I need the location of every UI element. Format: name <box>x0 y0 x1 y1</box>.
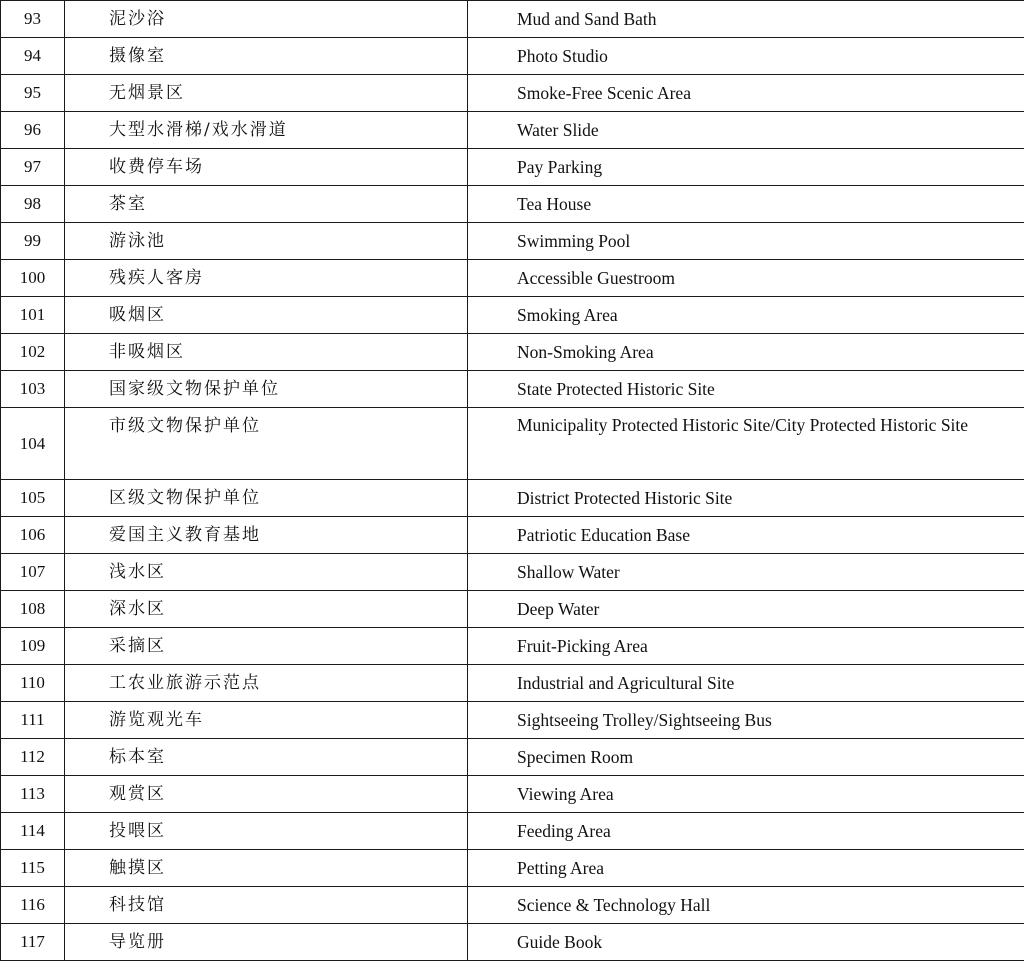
chinese-term: 收费停车场 <box>65 149 468 186</box>
table-row <box>1 480 1024 517</box>
row-number: 97 <box>1 149 65 186</box>
english-term: Smoke-Free Scenic Area <box>468 75 1024 112</box>
row-number: 101 <box>1 297 65 334</box>
english-term: Tea House <box>468 186 1024 223</box>
table-row <box>1 554 1024 591</box>
english-term: Shallow Water <box>468 554 1024 591</box>
table-row <box>1 186 1024 223</box>
table-row <box>1 739 1024 776</box>
chinese-term: 采摘区 <box>65 628 468 665</box>
row-number: 98 <box>1 186 65 223</box>
chinese-term: 无烟景区 <box>65 75 468 112</box>
english-term: Accessible Guestroom <box>468 260 1024 297</box>
row-number: 103 <box>1 371 65 408</box>
chinese-term: 触摸区 <box>65 850 468 887</box>
table-row <box>1 1 1024 38</box>
english-term: Petting Area <box>468 850 1024 887</box>
row-number: 110 <box>1 665 65 702</box>
row-number: 116 <box>1 887 65 924</box>
english-term: Swimming Pool <box>468 223 1024 260</box>
table-row <box>1 924 1024 961</box>
english-term: Photo Studio <box>468 38 1024 75</box>
chinese-term: 导览册 <box>65 924 468 961</box>
chinese-term: 浅水区 <box>65 554 468 591</box>
table-row <box>1 887 1024 924</box>
table-row <box>1 702 1024 739</box>
english-term: Deep Water <box>468 591 1024 628</box>
english-term: Pay Parking <box>468 149 1024 186</box>
table-row <box>1 38 1024 75</box>
english-term: Sightseeing Trolley/Sightseeing Bus <box>468 702 1024 739</box>
chinese-term: 非吸烟区 <box>65 334 468 371</box>
english-term: Viewing Area <box>468 776 1024 813</box>
table-row <box>1 112 1024 149</box>
chinese-term: 国家级文物保护单位 <box>65 371 468 408</box>
table-row <box>1 297 1024 334</box>
chinese-term: 投喂区 <box>65 813 468 850</box>
chinese-term: 市级文物保护单位 <box>65 408 468 480</box>
english-term: District Protected Historic Site <box>468 480 1024 517</box>
english-term: Mud and Sand Bath <box>468 1 1024 38</box>
row-number: 107 <box>1 554 65 591</box>
english-term: Non-Smoking Area <box>468 334 1024 371</box>
english-term: Feeding Area <box>468 813 1024 850</box>
table-row <box>1 665 1024 702</box>
row-number: 108 <box>1 591 65 628</box>
chinese-term: 爱国主义教育基地 <box>65 517 468 554</box>
chinese-term: 深水区 <box>65 591 468 628</box>
table-row <box>1 776 1024 813</box>
chinese-term: 区级文物保护单位 <box>65 480 468 517</box>
chinese-term: 科技馆 <box>65 887 468 924</box>
english-term: Science & Technology Hall <box>468 887 1024 924</box>
english-term: Fruit-Picking Area <box>468 628 1024 665</box>
row-number: 102 <box>1 334 65 371</box>
table-row <box>1 260 1024 297</box>
table-row <box>1 149 1024 186</box>
english-term: Specimen Room <box>468 739 1024 776</box>
english-term: State Protected Historic Site <box>468 371 1024 408</box>
row-number: 115 <box>1 850 65 887</box>
chinese-term: 残疾人客房 <box>65 260 468 297</box>
chinese-term: 观赏区 <box>65 776 468 813</box>
row-number: 113 <box>1 776 65 813</box>
table-row <box>1 223 1024 260</box>
english-term: Water Slide <box>468 112 1024 149</box>
row-number: 104 <box>1 408 65 480</box>
english-term: Smoking Area <box>468 297 1024 334</box>
english-term: Patriotic Education Base <box>468 517 1024 554</box>
row-number: 95 <box>1 75 65 112</box>
table-row <box>1 334 1024 371</box>
row-number: 106 <box>1 517 65 554</box>
row-number: 105 <box>1 480 65 517</box>
chinese-term: 游览观光车 <box>65 702 468 739</box>
chinese-term: 大型水滑梯/戏水滑道 <box>65 112 468 149</box>
row-number: 94 <box>1 38 65 75</box>
chinese-term: 标本室 <box>65 739 468 776</box>
table-row <box>1 850 1024 887</box>
table-row <box>1 75 1024 112</box>
english-term: Municipality Protected Historic Site/City Protected Historic Site <box>468 408 1024 480</box>
row-number: 93 <box>1 1 65 38</box>
table-row <box>1 591 1024 628</box>
row-number: 99 <box>1 223 65 260</box>
table-row <box>1 371 1024 408</box>
chinese-term: 工农业旅游示范点 <box>65 665 468 702</box>
english-term: Guide Book <box>468 924 1024 961</box>
chinese-term: 泥沙浴 <box>65 1 468 38</box>
row-number: 109 <box>1 628 65 665</box>
table-row <box>1 517 1024 554</box>
table-row <box>1 813 1024 850</box>
table-row <box>1 408 1024 480</box>
row-number: 114 <box>1 813 65 850</box>
chinese-term: 茶室 <box>65 186 468 223</box>
row-number: 112 <box>1 739 65 776</box>
row-number: 117 <box>1 924 65 961</box>
table-body <box>1 1 1024 961</box>
english-term: Industrial and Agricultural Site <box>468 665 1024 702</box>
table-row <box>1 628 1024 665</box>
row-number: 100 <box>1 260 65 297</box>
chinese-term: 摄像室 <box>65 38 468 75</box>
row-number: 96 <box>1 112 65 149</box>
chinese-term: 吸烟区 <box>65 297 468 334</box>
chinese-term: 游泳池 <box>65 223 468 260</box>
row-number: 111 <box>1 702 65 739</box>
